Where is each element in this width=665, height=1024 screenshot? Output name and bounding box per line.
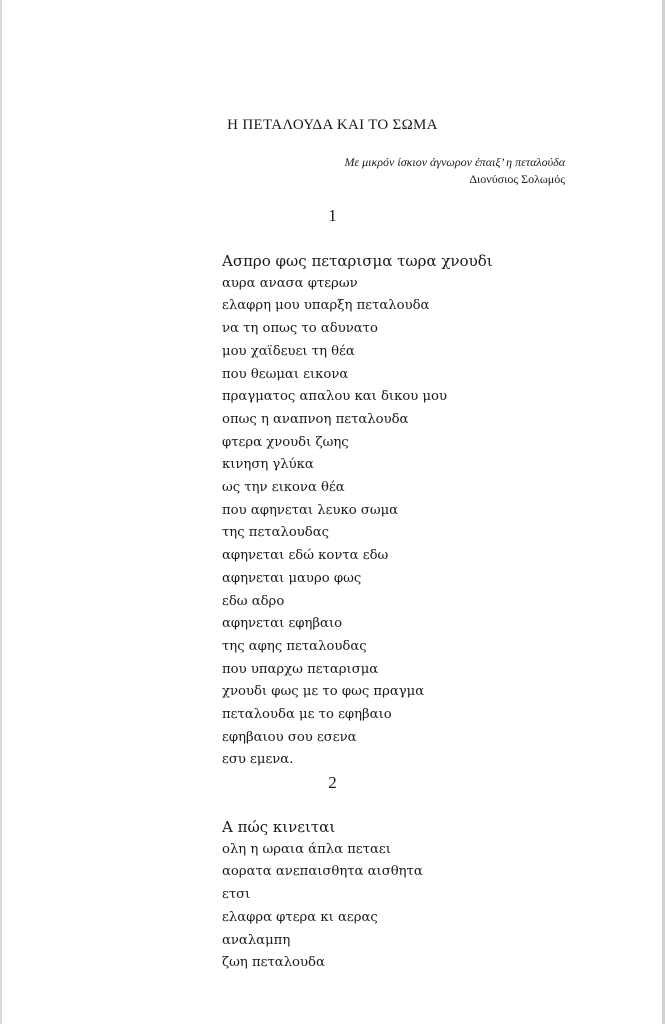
epigraph-author: Διονύσιος Σολωμός bbox=[469, 172, 565, 186]
poem-line: που υπαρχω πεταρισμα bbox=[222, 661, 379, 677]
poem-line: ελαφρη μου υπαρξη πεταλουδα bbox=[222, 298, 430, 314]
stanza-2 bbox=[222, 816, 423, 975]
poem-line: εφηβαιου σου εσενα bbox=[222, 729, 357, 745]
poem-line: Ασπρο φως πεταρισμα τωρα χνουδι bbox=[222, 252, 493, 270]
poem-line: που αφηνεται λευκο σωμα bbox=[222, 502, 399, 518]
stanza-1 bbox=[222, 250, 493, 772]
poem-line: ελαφρα φτερα κι αερας bbox=[222, 909, 378, 925]
poem-line: μου χαϊδευει τη θέα bbox=[222, 343, 355, 359]
poem-line: που θεωμαι εικονα bbox=[222, 366, 349, 382]
epigraph-quote: Με μικρόν ίσκιον άγνωρον έπαιξ’ η πεταλούδα bbox=[344, 155, 565, 169]
poem-line: ζωη πεταλουδα bbox=[222, 955, 325, 971]
poem-line: ετσι bbox=[222, 887, 251, 903]
poem-line: αυρα ανασα φτερων bbox=[222, 275, 358, 291]
poem-line: αναλαμπη bbox=[222, 932, 291, 948]
poem-line: αφηνεται εδώ κοντα εδω bbox=[222, 548, 389, 564]
poem-line: φτερα χνουδι ζωης bbox=[222, 434, 349, 450]
poem-line: εσυ εμενα. bbox=[222, 752, 294, 768]
poem-line: εδω αδρο bbox=[222, 593, 285, 609]
poem-line: ολη η ωραια άπλα πεταει bbox=[222, 841, 391, 857]
poem-line: αφηνεται μαυρο φως bbox=[222, 570, 362, 586]
poem-line: ως την εικονα θέα bbox=[222, 480, 345, 496]
poem-line: πεταλουδα με το εφηβαιο bbox=[222, 707, 392, 723]
section-number-1: 1 bbox=[328, 206, 337, 225]
poem-title: Η ΠΕΤΑΛΟΥΔΑ ΚΑΙ ΤΟ ΣΩΜΑ bbox=[227, 117, 438, 133]
poem-line: της αφης πεταλουδας bbox=[222, 638, 367, 654]
epigraph bbox=[344, 154, 565, 188]
page-edge-left bbox=[0, 0, 2, 1024]
poem-line: χνουδι φως με το φως πραγμα bbox=[222, 684, 425, 700]
poem-line: να τη οπως το αδυνατο bbox=[222, 321, 378, 337]
section-number-2: 2 bbox=[328, 773, 337, 792]
poem-line: κινηση γλύκα bbox=[222, 457, 314, 473]
poem-line: πραγματος απαλου και δικου μου bbox=[222, 389, 448, 405]
poem-line: οπως η αναπνοη πεταλουδα bbox=[222, 411, 409, 427]
poem-line: αφηνεται εφηβαιο bbox=[222, 616, 343, 632]
poem-line: Α πώς κινειται bbox=[222, 818, 336, 836]
poem-line: της πεταλουδας bbox=[222, 525, 330, 541]
poem-line: αορατα ανεπαισθητα αισθητα bbox=[222, 864, 423, 880]
